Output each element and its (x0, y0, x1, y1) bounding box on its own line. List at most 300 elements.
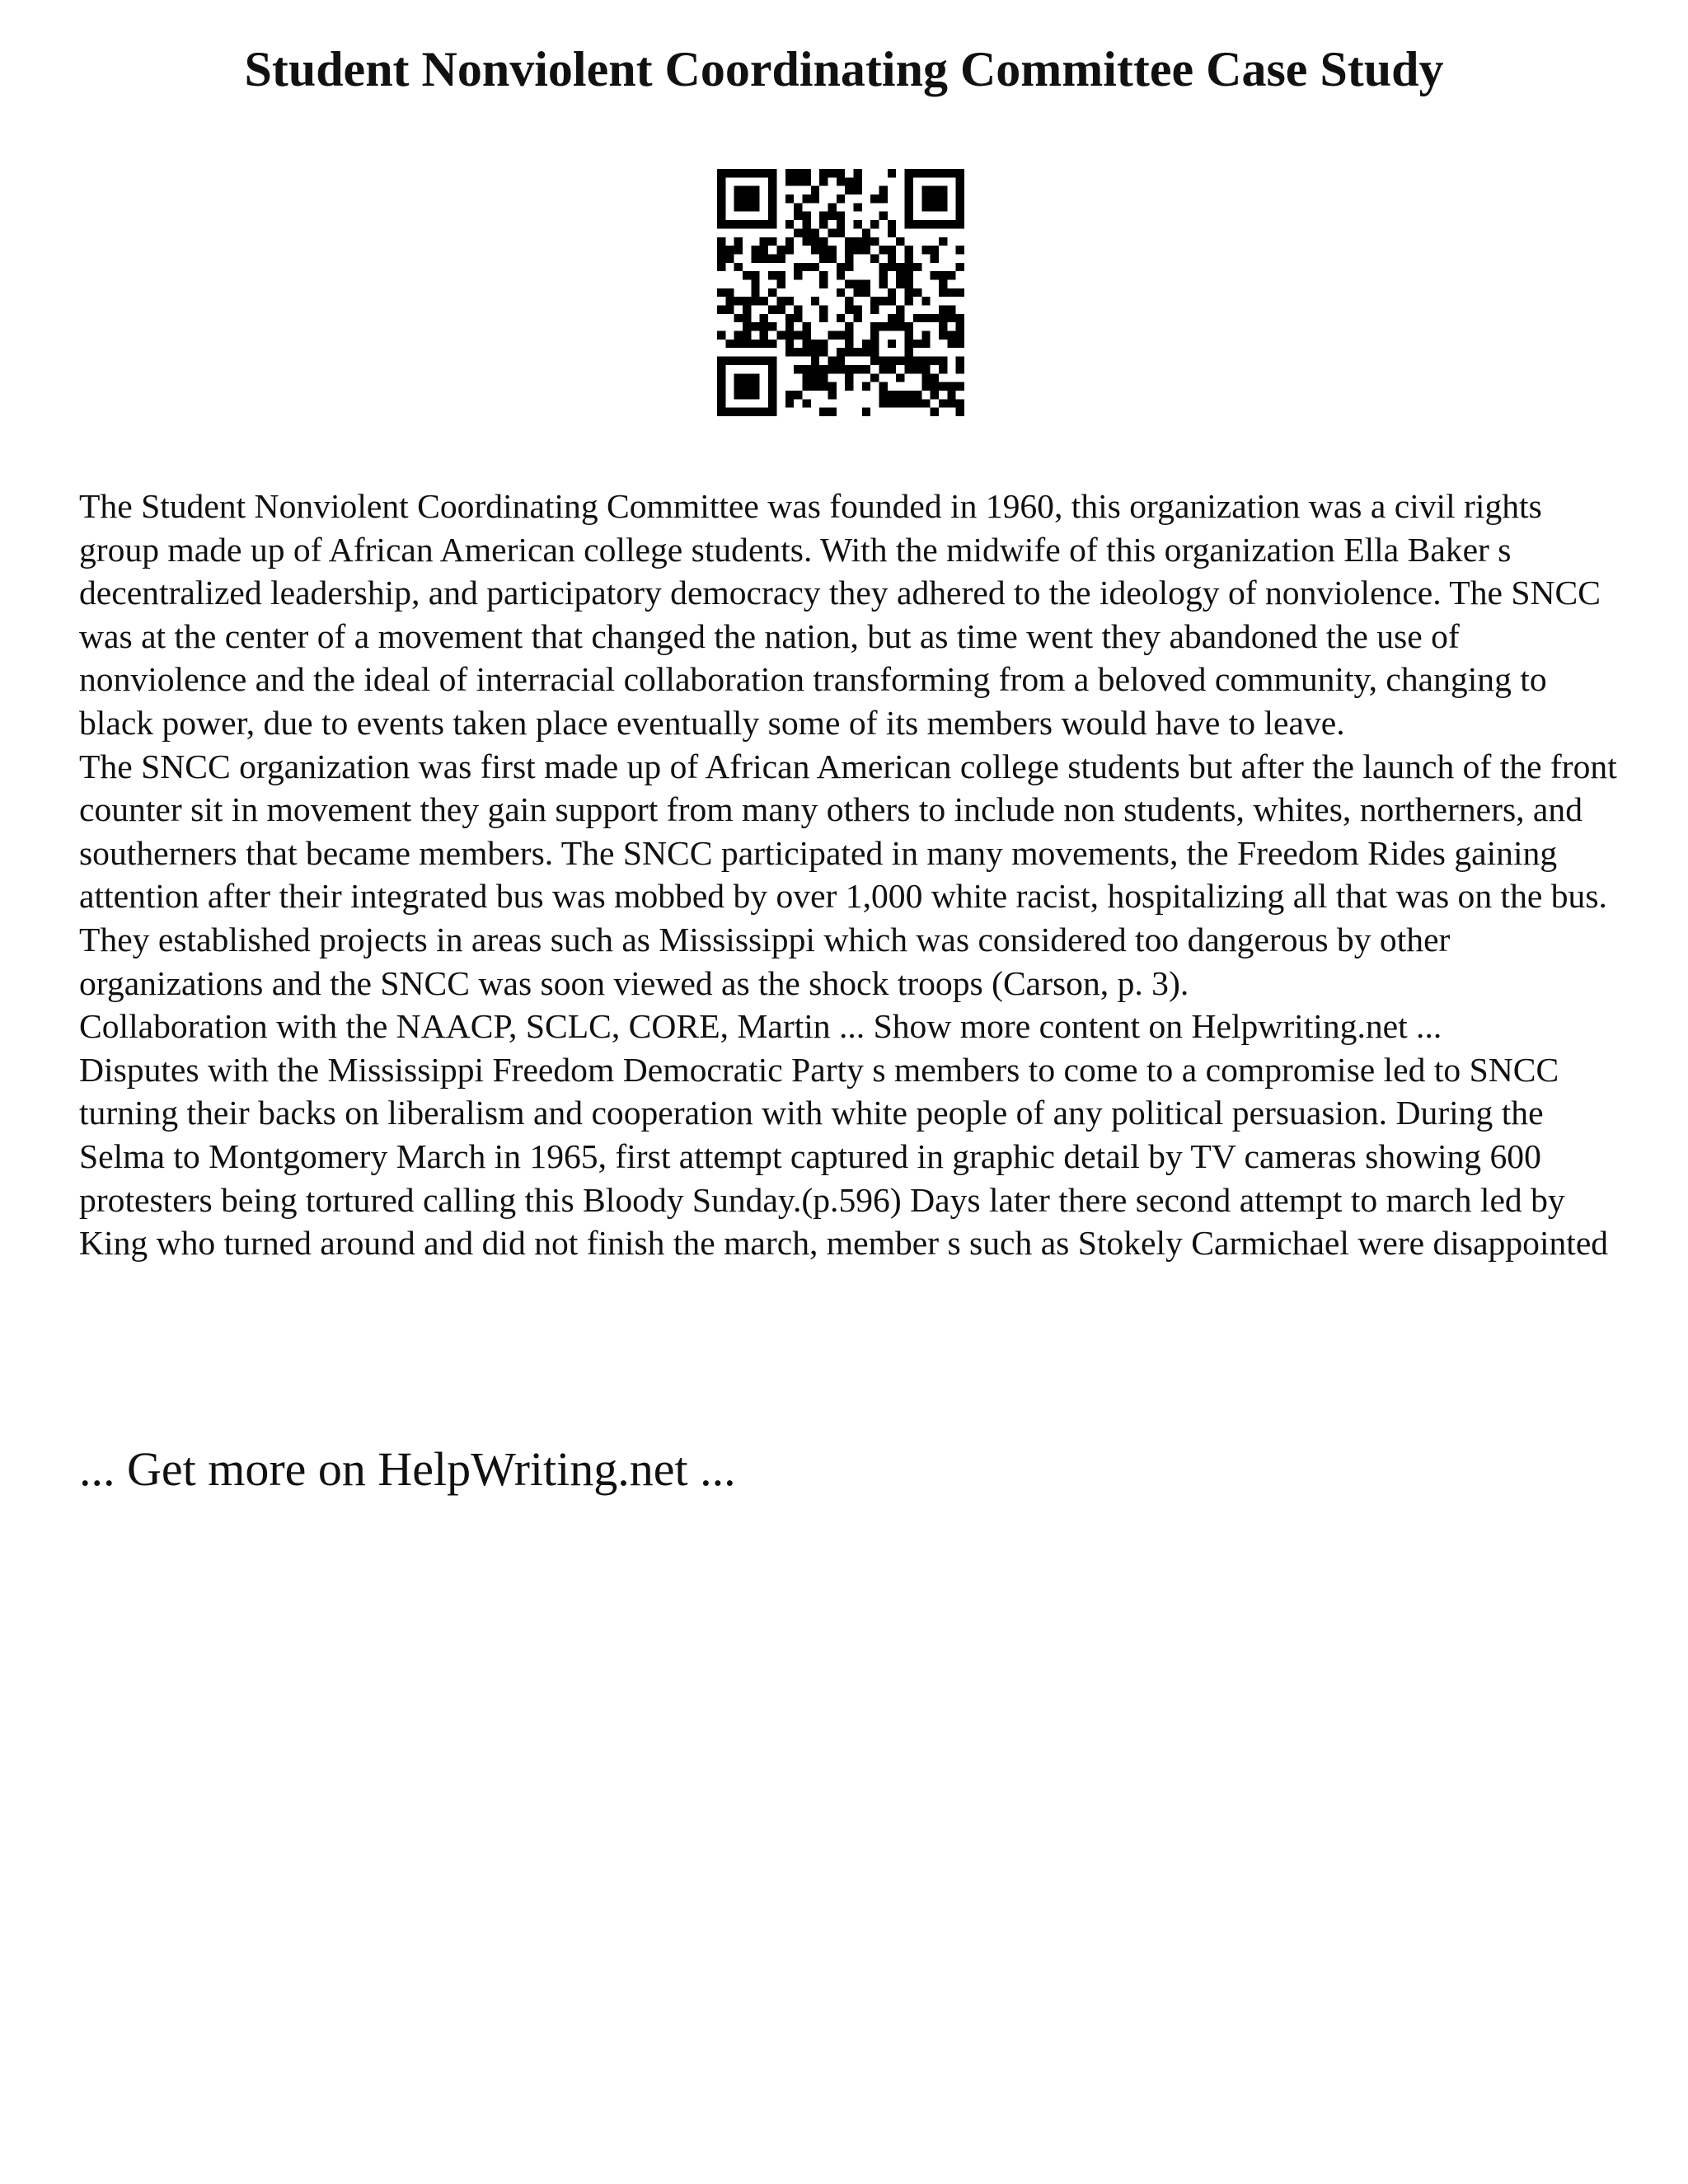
qr-module (717, 357, 725, 365)
qr-module (845, 331, 853, 340)
qr-module (931, 373, 939, 382)
qr-module (921, 399, 930, 407)
qr-module (931, 408, 939, 416)
qr-module (734, 314, 743, 322)
qr-module (905, 194, 913, 203)
qr-module (854, 203, 862, 211)
qr-module (939, 279, 947, 288)
qr-module (854, 314, 862, 322)
qr-module (717, 203, 725, 211)
qr-module (879, 365, 888, 373)
qr-module (802, 340, 810, 348)
qr-module (794, 263, 802, 271)
qr-module (879, 271, 888, 279)
qr-module (854, 348, 862, 356)
qr-module (862, 382, 870, 391)
qr-module (854, 288, 862, 297)
qr-module (888, 288, 896, 297)
show-more-line: Collaboration with the NAACP, SCLC, CORE, Martin ... Show more content on Helpwriting.net ... (79, 1007, 1442, 1046)
qr-module (845, 297, 853, 305)
qr-module (845, 382, 853, 391)
qr-module (734, 408, 743, 416)
qr-module (717, 169, 725, 177)
qr-module (725, 254, 734, 262)
qr-module (819, 177, 828, 185)
qr-module (921, 357, 930, 365)
qr-module (896, 373, 904, 382)
qr-module (939, 194, 947, 203)
qr-module (931, 220, 939, 228)
qr-module (896, 357, 904, 365)
qr-module (734, 194, 743, 203)
qr-module (956, 212, 964, 220)
qr-module (888, 322, 896, 330)
qr-module (743, 373, 751, 382)
qr-module (905, 263, 913, 271)
qr-module (785, 220, 794, 228)
qr-module (956, 246, 964, 254)
qr-module (905, 279, 913, 288)
qr-module (819, 314, 828, 322)
qr-module (743, 322, 751, 330)
qr-module (794, 348, 802, 356)
qr-module (760, 169, 768, 177)
qr-module (734, 203, 743, 211)
qr-module (734, 382, 743, 391)
qr-module (921, 194, 930, 203)
qr-module (913, 314, 921, 322)
qr-module (905, 169, 913, 177)
qr-module (905, 288, 913, 297)
qr-module (905, 391, 913, 399)
qr-module (947, 391, 955, 399)
qr-module (819, 373, 828, 382)
qr-module (802, 365, 810, 373)
qr-module (768, 237, 776, 246)
qr-module (802, 228, 810, 237)
qr-module (947, 399, 955, 407)
qr-module (921, 340, 930, 348)
qr-module (768, 169, 776, 177)
qr-module (879, 399, 888, 407)
qr-module (794, 228, 802, 237)
qr-module (956, 263, 964, 271)
qr-module (905, 340, 913, 348)
qr-module (785, 194, 794, 203)
qr-module (751, 220, 759, 228)
qr-module (743, 306, 751, 314)
qr-module (819, 279, 828, 288)
qr-module (743, 408, 751, 416)
qr-module (905, 212, 913, 220)
qr-module (811, 246, 819, 254)
qr-module (828, 203, 836, 211)
qr-module (905, 322, 913, 330)
qr-module (862, 246, 870, 254)
qr-module (768, 271, 776, 279)
qr-module (854, 177, 862, 185)
qr-module (845, 373, 853, 382)
qr-module (913, 399, 921, 407)
qr-module (862, 237, 870, 246)
qr-module (845, 322, 853, 330)
qr-module (939, 399, 947, 407)
qr-module (947, 169, 955, 177)
qr-module (939, 331, 947, 340)
qr-module (785, 177, 794, 185)
qr-module (768, 357, 776, 365)
qr-module (905, 297, 913, 305)
qr-module (819, 340, 828, 348)
qr-module (879, 212, 888, 220)
qr-module (913, 340, 921, 348)
qr-module (776, 271, 785, 279)
qr-module (854, 246, 862, 254)
qr-module (717, 288, 725, 297)
qr-module (837, 263, 845, 271)
qr-module (802, 348, 810, 356)
qr-module (768, 365, 776, 373)
qr-module (725, 357, 734, 365)
qr-module (725, 220, 734, 228)
qr-module (896, 306, 904, 314)
qr-module (888, 254, 896, 262)
qr-module (734, 169, 743, 177)
qr-module (845, 177, 853, 185)
qr-module (717, 237, 725, 246)
qr-module (905, 220, 913, 228)
qr-module (785, 322, 794, 330)
qr-module (921, 220, 930, 228)
qr-module (956, 314, 964, 322)
qr-module (802, 237, 810, 246)
qr-module (939, 186, 947, 194)
qr-module (725, 288, 734, 297)
qr-module (947, 340, 955, 348)
article-body (79, 485, 1629, 1265)
qr-module (743, 169, 751, 177)
qr-module (760, 322, 768, 330)
qr-module (905, 177, 913, 185)
qr-module (811, 357, 819, 365)
qr-module (947, 382, 955, 391)
qr-module (921, 331, 930, 340)
qr-module (760, 297, 768, 305)
qr-module (751, 391, 759, 399)
qr-module (947, 331, 955, 340)
qr-module (888, 357, 896, 365)
qr-module (819, 212, 828, 220)
qr-module (870, 297, 879, 305)
qr-module (956, 203, 964, 211)
qr-module (931, 169, 939, 177)
qr-module (854, 220, 862, 228)
qr-module (939, 203, 947, 211)
qr-module (905, 246, 913, 254)
qr-module (896, 271, 904, 279)
qr-module (862, 408, 870, 416)
qr-module (939, 220, 947, 228)
qr-module (743, 314, 751, 322)
qr-module (845, 237, 853, 246)
qr-module (888, 228, 896, 237)
qr-module (905, 348, 913, 356)
qr-module (768, 220, 776, 228)
qr-module (717, 399, 725, 407)
qr-module (921, 203, 930, 211)
qr-module (913, 288, 921, 297)
qr-module (768, 203, 776, 211)
qr-module (717, 391, 725, 399)
qr-module (837, 288, 845, 297)
qr-module (819, 254, 828, 262)
qr-module (956, 177, 964, 185)
qr-module (717, 365, 725, 373)
qr-module (734, 297, 743, 305)
qr-module (905, 357, 913, 365)
qr-module (956, 220, 964, 228)
qr-module (725, 169, 734, 177)
qr-module (879, 382, 888, 391)
qr-module (802, 194, 810, 203)
qr-module (802, 373, 810, 382)
qr-module (785, 297, 794, 305)
qr-module (819, 271, 828, 279)
qr-module (734, 186, 743, 194)
qr-module (896, 391, 904, 399)
qr-module (768, 373, 776, 382)
qr-module (717, 408, 725, 416)
qr-module (879, 297, 888, 305)
qr-module (819, 220, 828, 228)
qr-module (794, 177, 802, 185)
qr-module (743, 340, 751, 348)
qr-module (956, 331, 964, 340)
page-title: Student Nonviolent Coordinating Committee Case Study (244, 42, 1444, 96)
qr-module (828, 228, 836, 237)
qr-module (717, 220, 725, 228)
qr-module (725, 246, 734, 254)
qr-module (819, 382, 828, 391)
qr-module (888, 399, 896, 407)
qr-module (785, 331, 794, 340)
qr-module (862, 340, 870, 348)
qr-module (751, 194, 759, 203)
qr-module (939, 288, 947, 297)
qr-module (717, 246, 725, 254)
qr-module (768, 254, 776, 262)
qr-module (854, 237, 862, 246)
qr-module (879, 263, 888, 271)
qr-module (931, 391, 939, 399)
qr-module (888, 246, 896, 254)
qr-module (870, 357, 879, 365)
qr-module (725, 408, 734, 416)
qr-module (768, 212, 776, 220)
qr-module (760, 408, 768, 416)
qr-module (931, 314, 939, 322)
qr-module (921, 297, 930, 305)
qr-module (751, 373, 759, 382)
qr-module (819, 169, 828, 177)
qr-module (760, 254, 768, 262)
qr-module (819, 408, 828, 416)
qr-module (751, 297, 759, 305)
qr-module (751, 246, 759, 254)
qr-module (879, 246, 888, 254)
qr-module (879, 186, 888, 194)
qr-module (717, 254, 725, 262)
qr-module (811, 340, 819, 348)
qr-module (913, 220, 921, 228)
qr-module (845, 246, 853, 254)
qr-module (828, 169, 836, 177)
qr-module (794, 314, 802, 322)
qr-module (794, 391, 802, 399)
qr-module (794, 169, 802, 177)
qr-module (734, 246, 743, 254)
qr-module (888, 169, 896, 177)
qr-module (768, 408, 776, 416)
qr-module (896, 399, 904, 407)
qr-module (939, 365, 947, 373)
qr-module (811, 382, 819, 391)
qr-module (828, 254, 836, 262)
qr-module (811, 194, 819, 203)
qr-module (734, 237, 743, 246)
qr-module (939, 322, 947, 330)
qr-module (717, 177, 725, 185)
qr-module (921, 373, 930, 382)
qr-module (905, 365, 913, 373)
qr-module (845, 365, 853, 373)
qr-module (837, 357, 845, 365)
qr-module (905, 186, 913, 194)
qr-module (896, 237, 904, 246)
qr-module (828, 331, 836, 340)
qr-module (811, 373, 819, 382)
qr-module (862, 348, 870, 356)
qr-module (854, 169, 862, 177)
qr-module (776, 331, 785, 340)
qr-module (794, 306, 802, 314)
qr-module (879, 322, 888, 330)
qr-module (760, 357, 768, 365)
qr-module (785, 237, 794, 246)
qr-module (828, 357, 836, 365)
qr-module (760, 246, 768, 254)
qr-module (734, 220, 743, 228)
qr-module (845, 186, 853, 194)
qr-module (751, 169, 759, 177)
qr-module (819, 306, 828, 314)
qr-module (717, 373, 725, 382)
qr-module (854, 365, 862, 373)
qr-module (717, 212, 725, 220)
qr-module (921, 186, 930, 194)
qr-module (776, 246, 785, 254)
qr-module (845, 306, 853, 314)
qr-module (956, 186, 964, 194)
qr-module (956, 194, 964, 203)
qr-module (870, 194, 879, 203)
qr-module (956, 408, 964, 416)
qr-module (717, 306, 725, 314)
qr-module (870, 237, 879, 246)
qr-module (802, 169, 810, 177)
qr-module (776, 279, 785, 288)
qr-module (734, 340, 743, 348)
qr-module (743, 357, 751, 365)
qr-module (888, 365, 896, 373)
qr-module (794, 331, 802, 340)
qr-module (785, 169, 794, 177)
qr-module (811, 263, 819, 271)
qr-module (785, 246, 794, 254)
qr-module (743, 271, 751, 279)
qr-module (837, 348, 845, 356)
qr-module (931, 357, 939, 365)
qr-module (939, 271, 947, 279)
qr-module (854, 279, 862, 288)
get-more-link[interactable]: ... Get more on HelpWriting.net ... (79, 1442, 736, 1496)
qr-module (888, 391, 896, 399)
qr-module (751, 408, 759, 416)
qr-module (717, 331, 725, 340)
qr-module (717, 382, 725, 391)
qr-module (743, 382, 751, 391)
qr-module (776, 254, 785, 262)
qr-module (794, 365, 802, 373)
qr-module (743, 297, 751, 305)
qr-module (837, 228, 845, 237)
qr-module (734, 357, 743, 365)
qr-module (939, 237, 947, 246)
qr-module (760, 331, 768, 340)
qr-module (760, 220, 768, 228)
qr-module (794, 212, 802, 220)
qr-module (785, 340, 794, 348)
qr-module (845, 263, 853, 271)
qr-module (768, 194, 776, 203)
qr-module (828, 246, 836, 254)
qr-module (828, 212, 836, 220)
qr-module (896, 322, 904, 330)
qr-module (802, 331, 810, 340)
qr-module (939, 314, 947, 322)
qr-module (760, 340, 768, 348)
qr-module (811, 237, 819, 246)
qr-module (751, 203, 759, 211)
qr-module (921, 314, 930, 322)
qr-module (913, 263, 921, 271)
qr-module (811, 348, 819, 356)
qr-module (845, 279, 853, 288)
qr-module (717, 194, 725, 203)
qr-module (837, 194, 845, 203)
qr-module (879, 279, 888, 288)
qr-module (905, 203, 913, 211)
qr-module (879, 357, 888, 365)
qr-module (760, 314, 768, 322)
qr-module (743, 220, 751, 228)
qr-module (802, 399, 810, 407)
qr-module (854, 306, 862, 314)
qr-module (956, 340, 964, 348)
qr-module (913, 357, 921, 365)
qr-module (947, 220, 955, 228)
qr-module (785, 314, 794, 322)
